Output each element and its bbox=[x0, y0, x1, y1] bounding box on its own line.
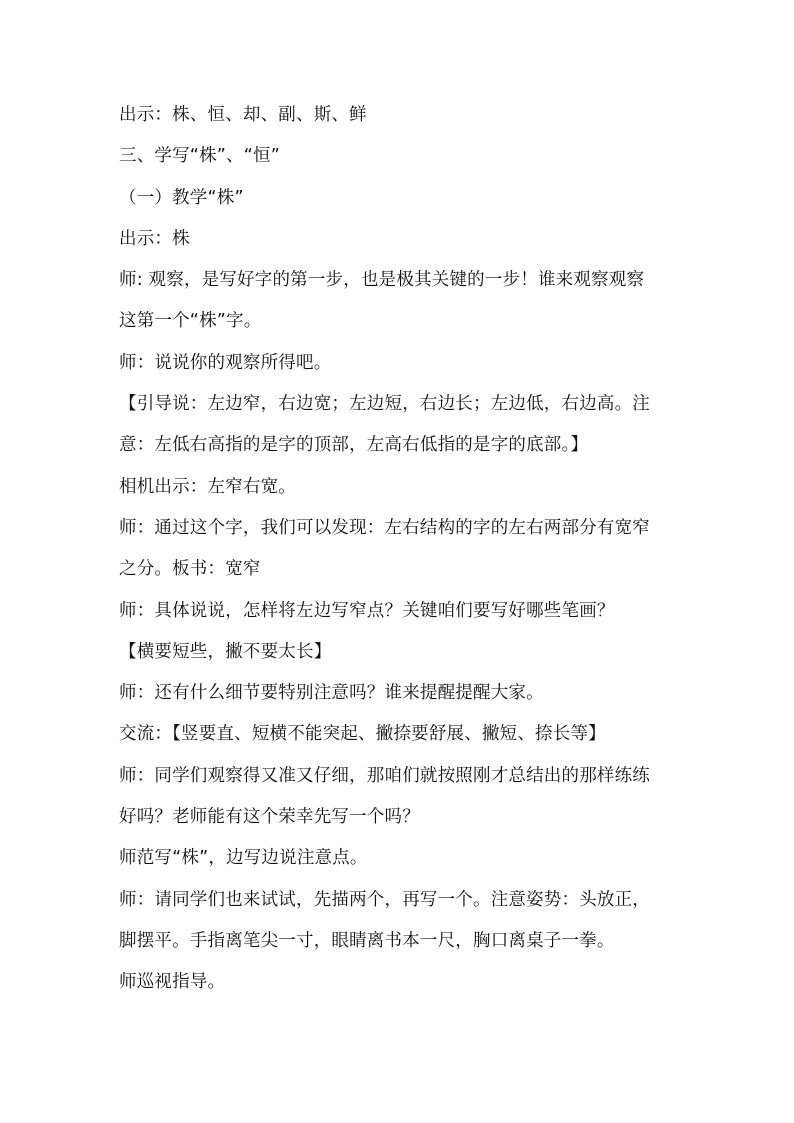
text-line: 师：同学们观察得又准又仔细，那咱们就按照刚才总结出的那样练练 bbox=[119, 765, 650, 786]
text-line: 师巡视指导。 bbox=[119, 972, 226, 993]
document-body bbox=[119, 102, 679, 1011]
text-line: 好吗？老师能有这个荣幸先写一个吗？ bbox=[119, 807, 420, 828]
text-line: 师：说说你的观察所得吧。 bbox=[119, 352, 332, 373]
text-line: 脚摆平。手指离笔尖一寸，眼睛离书本一尺，胸口离桌子一拳。 bbox=[119, 930, 615, 951]
text-line: 出示：株 bbox=[119, 228, 190, 249]
text-line: 师：通过这个字，我们可以发现：左右结构的字的左右两部分有宽窄 bbox=[119, 517, 650, 538]
text-line: 【横要短些，撇不要太长】 bbox=[119, 641, 332, 662]
text-line: 之分。板书：宽窄 bbox=[119, 559, 261, 580]
text-line: 【引导说：左边窄，右边宽；左边短，右边长；左边低，右边高。注 bbox=[119, 394, 650, 415]
text-line: 意：左低右高指的是字的顶部，左高右低指的是字的底部。】 bbox=[119, 435, 589, 456]
text-line: 师：还有什么细节要特别注意吗？谁来提醒提醒大家。 bbox=[119, 683, 544, 704]
section-heading: 三、学写“株”、“恒” bbox=[119, 146, 280, 167]
subsection-heading: （一）教学“株” bbox=[119, 187, 244, 208]
text-line: 出示：株、恒、却、副、斯、鲜 bbox=[119, 105, 367, 125]
text-line: 师：请同学们也来试试，先描两个，再写一个。注意姿势：头放正， bbox=[119, 889, 650, 910]
text-line: 交流：【竖要直、短横不能突起、撇捺要舒展、撇短、捺长等】 bbox=[119, 724, 606, 745]
text-line: 这第一个“株”字。 bbox=[119, 311, 262, 332]
text-line: 师范写“株”，边写边说注意点。 bbox=[119, 848, 368, 869]
text-line: 师: 观察，是写好字的第一步，也是极其关键的一步！谁来观察观察 bbox=[119, 270, 645, 291]
text-line: 相机出示：左窄右宽。 bbox=[119, 476, 296, 497]
text-line: 师：具体说说，怎样将左边写窄点？关键咱们要写好哪些笔画？ bbox=[119, 600, 615, 621]
